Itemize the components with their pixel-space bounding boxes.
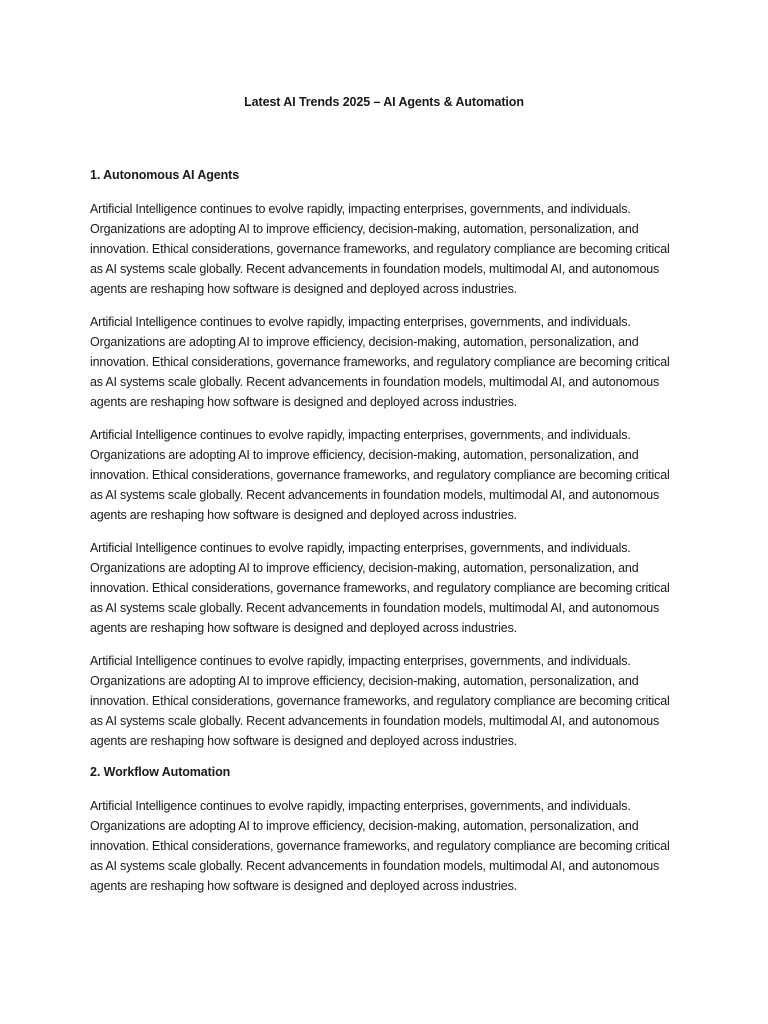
- section-heading: 2. Workflow Automation: [90, 764, 231, 779]
- paragraph: Artificial Intelligence continues to evolve rapidly, impacting enterprises, governments, and individuals. Organizations are adopting AI to improve efficiency, decision-making, automation, personalization, and innovation. Ethical considerations, governance frameworks, and regulatory compliance are becoming critical as AI systems scale globally. Recent advancements in foundation models, multimodal AI, and autonomous agents are reshaping how software is designed and deployed across industries.: [90, 314, 670, 410]
- paragraph: Artificial Intelligence continues to evolve rapidly, impacting enterprises, governments, and individuals. Organizations are adopting AI to improve efficiency, decision-making, automation, personalization, and innovation. Ethical considerations, governance frameworks, and regulatory compliance are becoming critical as AI systems scale globally. Recent advancements in foundation models, multimodal AI, and autonomous agents are reshaping how software is designed and deployed across industries.: [90, 653, 670, 749]
- paragraph: Artificial Intelligence continues to evolve rapidly, impacting enterprises, governments, and individuals. Organizations are adopting AI to improve efficiency, decision-making, automation, personalization, and innovation. Ethical considerations, governance frameworks, and regulatory compliance are becoming critical as AI systems scale globally. Recent advancements in foundation models, multimodal AI, and autonomous agents are reshaping how software is designed and deployed across industries.: [90, 202, 670, 297]
- section-autonomous-ai-agents: [90, 167, 678, 751]
- section-workflow-automation: [90, 764, 678, 896]
- paragraph: Artificial Intelligence continues to evolve rapidly, impacting enterprises, governments, and individuals. Organizations are adopting AI to improve efficiency, decision-making, automation, personalization, and innovation. Ethical considerations, governance frameworks, and regulatory compliance are becoming critical as AI systems scale globally. Recent advancements in foundation models, multimodal AI, and autonomous agents are reshaping how software is designed and deployed across industries.: [90, 540, 670, 636]
- section-heading: 1. Autonomous AI Agents: [90, 168, 240, 182]
- document-title: Latest AI Trends 2025 – AI Agents & Automation: [244, 95, 524, 109]
- paragraph: Artificial Intelligence continues to evolve rapidly, impacting enterprises, governments, and individuals. Organizations are adopting AI to improve efficiency, decision-making, automation, personalization, and innovation. Ethical considerations, governance frameworks, and regulatory compliance are becoming critical as AI systems scale globally. Recent advancements in foundation models, multimodal AI, and autonomous agents are reshaping how software is designed and deployed across industries.: [90, 427, 670, 523]
- paragraph: Artificial Intelligence continues to evolve rapidly, impacting enterprises, governments, and individuals. Organizations are adopting AI to improve efficiency, decision-making, automation, personalization, and innovation. Ethical considerations, governance frameworks, and regulatory compliance are becoming critical as AI systems scale globally. Recent advancements in foundation models, multimodal AI, and autonomous agents are reshaping how software is designed and deployed across industries.: [90, 798, 670, 894]
